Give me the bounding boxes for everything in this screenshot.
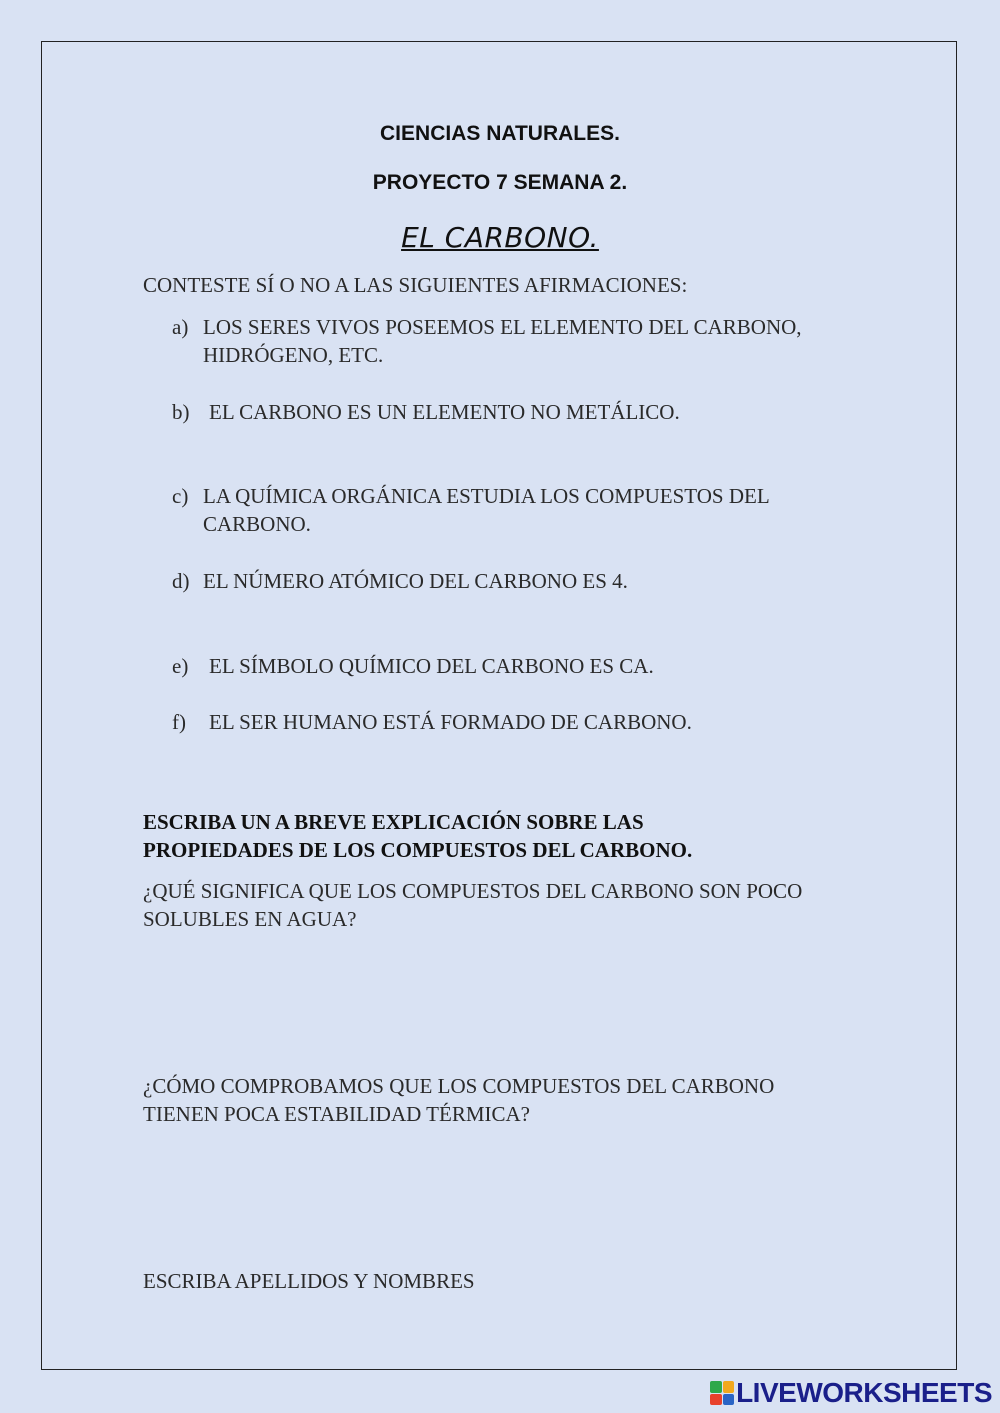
section2-instruction: ESCRIBA UN A BREVE EXPLICACIÓN SOBRE LAS PROPIEDADES DE LOS COMPUESTOS DEL CARBONO. (143, 810, 693, 862)
logo-square-icon (723, 1394, 735, 1406)
item-text: LA QUÍMICA ORGÁNICA ESTUDIA LOS COMPUESTOS DEL CARBONO. (203, 484, 769, 536)
item-label: e) (172, 654, 189, 678)
name-prompt: ESCRIBA APELLIDOS Y NOMBRES (143, 1269, 475, 1293)
worksheet-title: EL CARBONO. (401, 221, 599, 254)
item-text: EL SER HUMANO ESTÁ FORMADO DE CARBONO. (209, 710, 692, 734)
item-text: LOS SERES VIVOS POSEEMOS EL ELEMENTO DEL CARBONO, HIDRÓGENO, ETC. (203, 315, 802, 367)
project-heading: PROYECTO 7 SEMANA 2. (372, 171, 628, 194)
logo-square-icon (723, 1381, 735, 1393)
question-2: ¿CÓMO COMPROBAMOS QUE LOS COMPUESTOS DEL CARBONO TIENEN POCA ESTABILIDAD TÉRMICA? (143, 1074, 775, 1126)
item-label: d) (172, 569, 190, 593)
subject-heading: CIENCIAS NATURALES. (380, 122, 620, 145)
liveworksheets-logo (710, 1377, 992, 1409)
item-label: b) (172, 400, 190, 424)
item-text: EL NÚMERO ATÓMICO DEL CARBONO ES 4. (203, 569, 628, 593)
section1-instruction: CONTESTE SÍ O NO A LAS SIGUIENTES AFIRMACIONES: (143, 273, 688, 297)
logo-grid-icon (710, 1381, 734, 1405)
item-text: EL SÍMBOLO QUÍMICO DEL CARBONO ES CA. (209, 654, 654, 678)
item-label: a) (172, 315, 189, 339)
logo-text: LIVEWORKSHEETS (736, 1377, 992, 1408)
item-label: c) (172, 484, 189, 508)
item-label: f) (172, 710, 186, 734)
logo-square-icon (710, 1381, 722, 1393)
item-text: EL CARBONO ES UN ELEMENTO NO METÁLICO. (209, 400, 680, 424)
logo-square-icon (710, 1394, 722, 1406)
question-1: ¿QUÉ SIGNIFICA QUE LOS COMPUESTOS DEL CARBONO SON POCO SOLUBLES EN AGUA? (143, 879, 803, 931)
